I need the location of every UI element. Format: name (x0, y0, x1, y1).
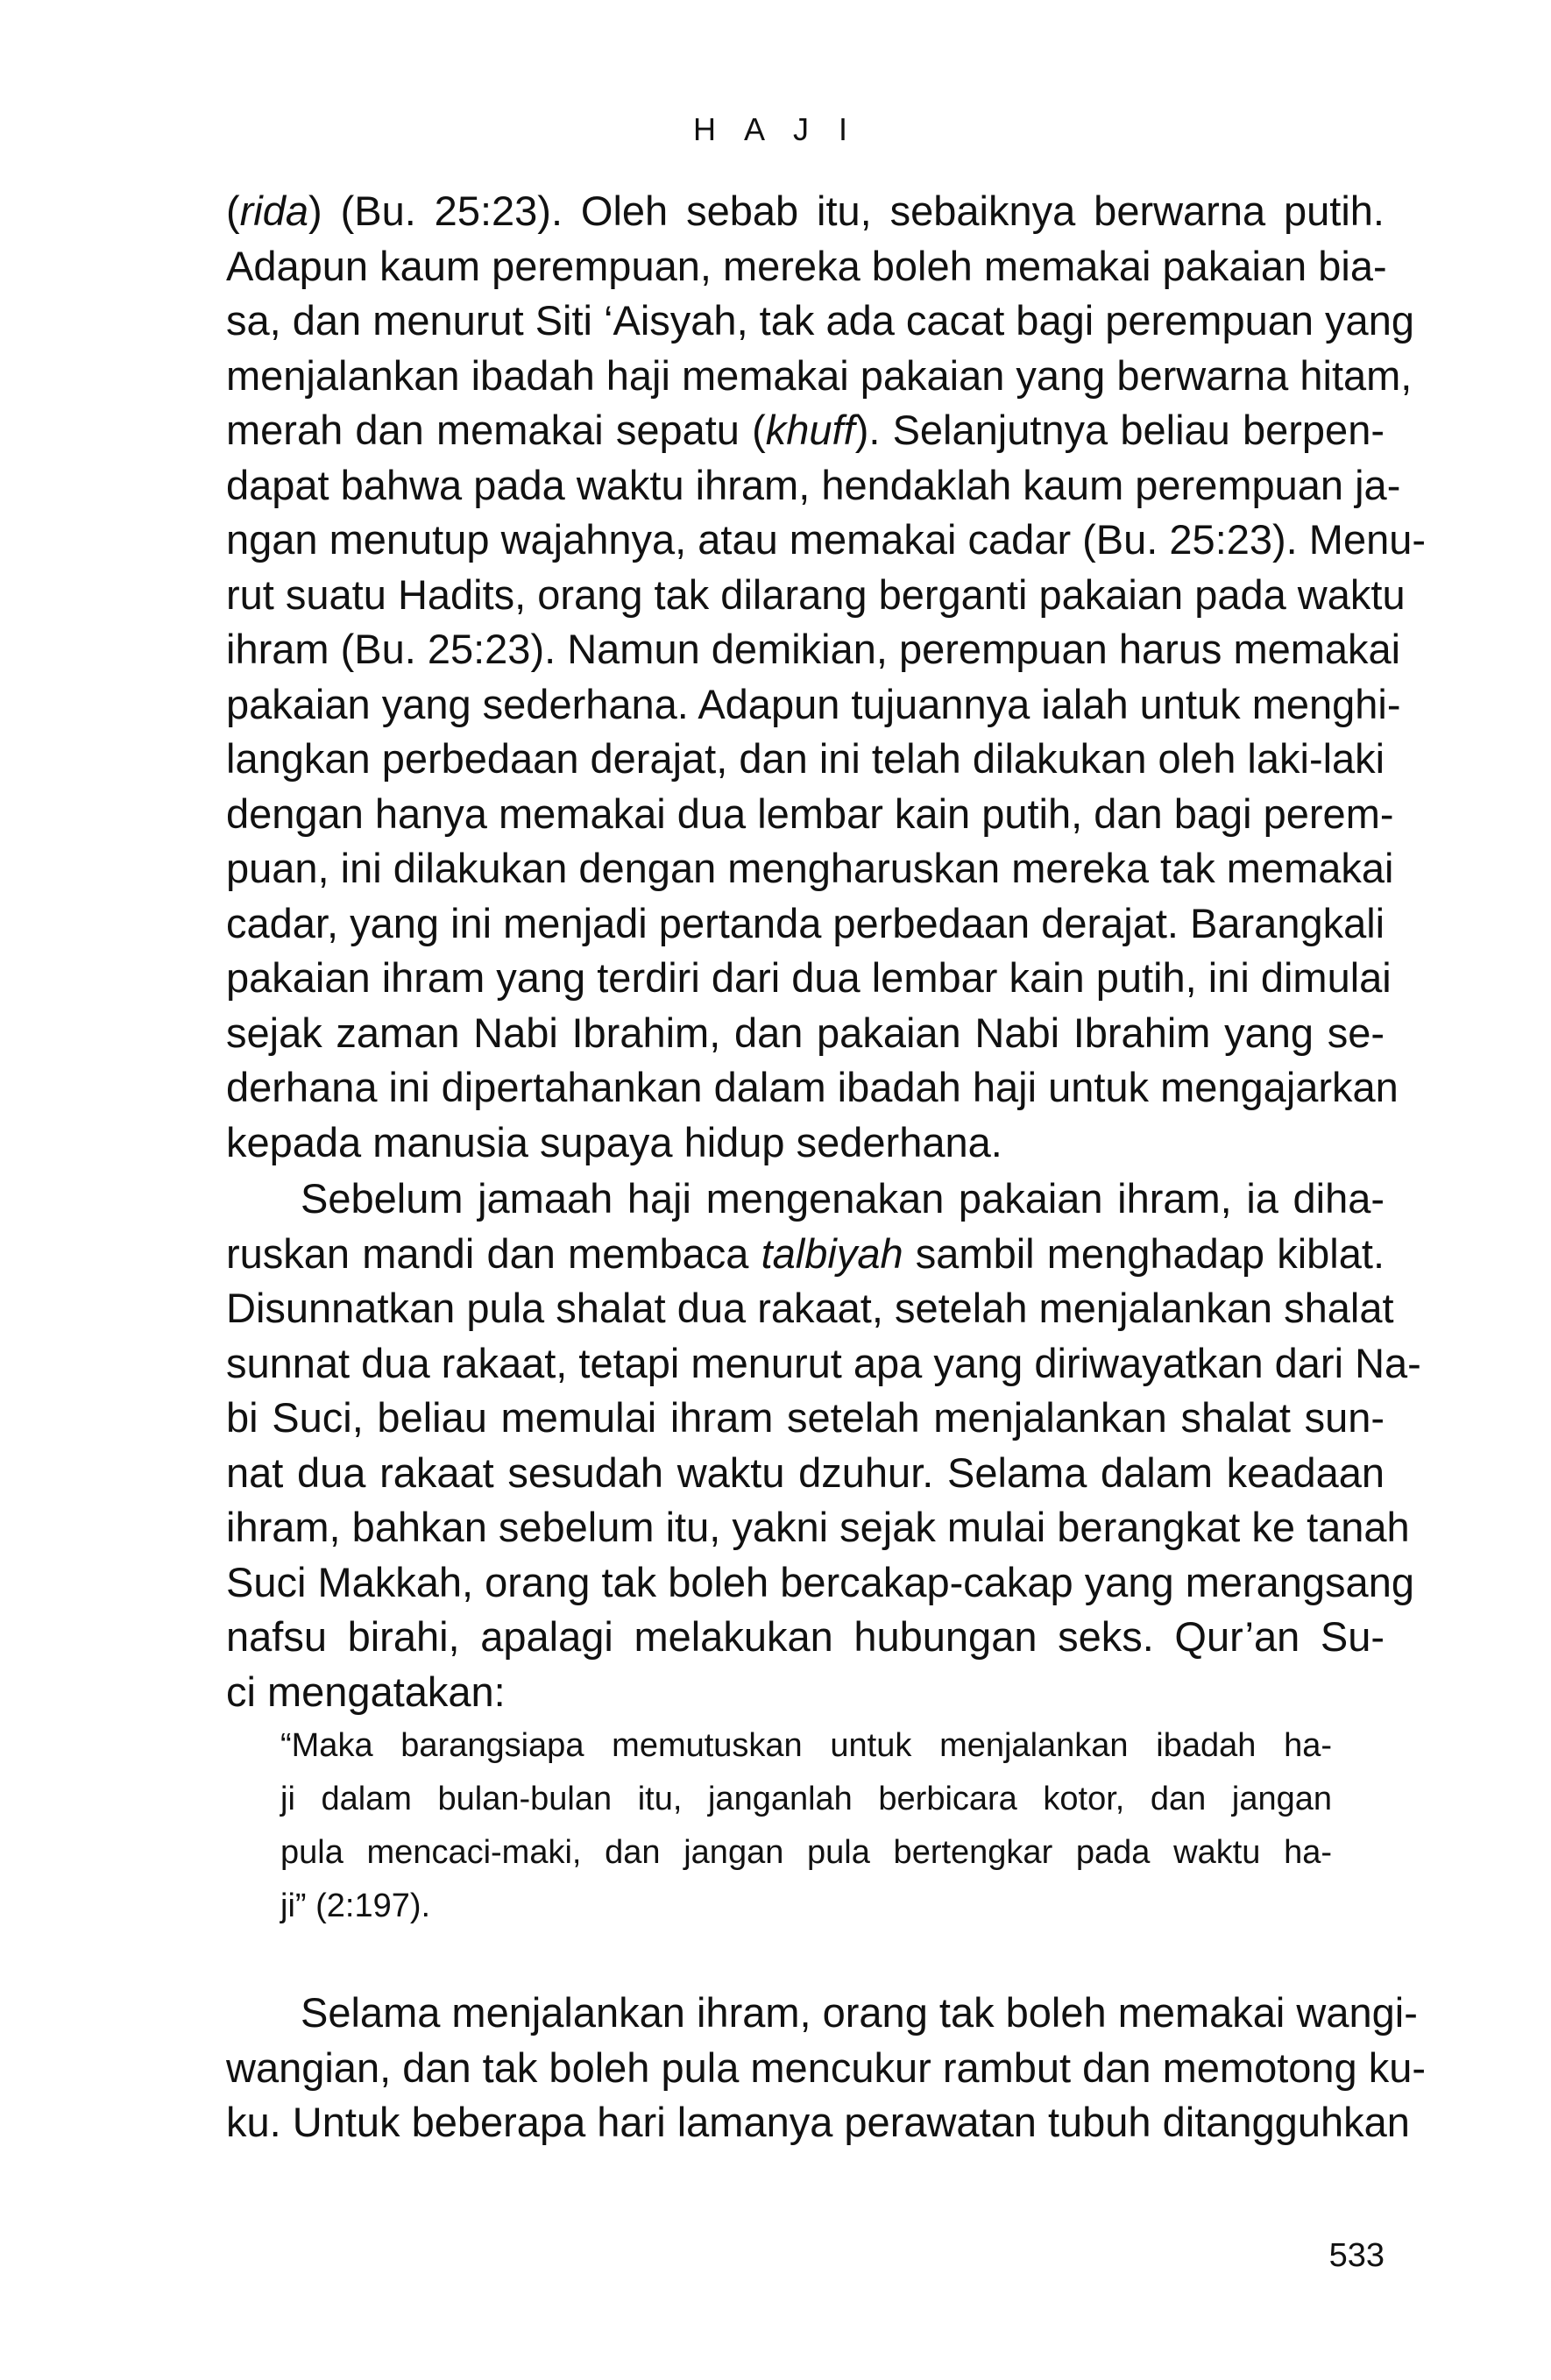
text-line: wangian, dan tak boleh pula mencukur rambut dan memotong ku- (226, 2044, 1427, 2091)
quote-line: ji dalam bulan-bulan itu, janganlah berbicara kotor, dan jangan (280, 1781, 1332, 1817)
quote-line: pula mencaci-maki, dan jangan pula bertengkar pada waktu ha- (280, 1834, 1332, 1871)
text-line: rut suatu Hadits, orang tak dilarang berganti pakaian pada waktu (226, 570, 1406, 618)
italic-term: rida (239, 188, 309, 234)
italic-term: talbiyah (761, 1229, 903, 1277)
text-line: pakaian yang sederhana. Adapun tujuannya ialah untuk menghi- (226, 680, 1401, 727)
text-line: nafsu birahi, apalagi melakukan hubungan seks. Qur’an Su- (226, 1613, 1385, 1660)
text-line: ku. Untuk beberapa hari lamanya perawatan tubuh ditangguhkan (226, 2099, 1410, 2145)
text-line: Adapun kaum perempuan, mereka boleh memakai pakaian bia- (226, 242, 1387, 289)
text-line: pakaian ihram yang terdiri dari dua lembar kain putih, ini dimulai (226, 954, 1392, 1001)
text-line: Selama menjalankan ihram, orang tak boleh memakai wangi- (301, 1989, 1418, 2036)
paragraph-3 (226, 1986, 1427, 2150)
text-line: puan, ini dilakukan dengan mengharuskan mereka tak memakai (226, 845, 1394, 891)
text-line: langkan perbedaan derajat, dan ini telah dilakukan oleh laki-laki (226, 735, 1385, 782)
text-line: nat dua rakaat sesudah waktu dzuhur. Selama dalam keadaan (226, 1449, 1385, 1496)
text-line: ruskan mandi dan membaca talbiyah sambil menghadap kiblat. (226, 1229, 1385, 1277)
text-line: ngan menutup wajahnya, atau memakai cadar (Bu. 25:23). Menu- (226, 516, 1427, 563)
text-line: cadar, yang ini menjadi pertanda perbedaan derajat. Barangkali (226, 899, 1385, 946)
text-line: dengan hanya memakai dua lembar kain putih, dan bagi perem- (226, 790, 1394, 837)
text-line: (rida) (Bu. 25:23). Oleh sebab itu, sebaiknya berwarna putih. (226, 188, 1385, 234)
text-line: Sebelum jamaah haji mengenakan pakaian ihram, ia diha- (301, 1175, 1385, 1222)
text-line: ci mengatakan: (226, 1668, 506, 1715)
text-line: menjalankan ibadah haji memakai pakaian yang berwarna hitam, (226, 351, 1413, 399)
text-line: sunnat dua rakaat, tetapi menurut apa yang diriwayatkan dari Na- (226, 1339, 1421, 1386)
paragraph-1 (226, 184, 1427, 1170)
text-line: dapat bahwa pada waktu ihram, hendaklah kaum perempuan ja- (226, 461, 1401, 508)
text-line: sejak zaman Nabi Ibrahim, dan pakaian Nabi Ibrahim yang se- (226, 1009, 1385, 1056)
text-line: Suci Makkah, orang tak boleh bercakap-cakap yang merangsang (226, 1558, 1414, 1605)
page-number: 533 (1328, 2237, 1385, 2274)
text-line: bi Suci, beliau memulai ihram setelah menjalankan shalat sun- (226, 1394, 1385, 1441)
text-line: kepada manusia supaya hidup sederhana. (226, 1118, 1002, 1165)
running-head: H A J I (692, 111, 859, 147)
paragraph-2 (226, 1172, 1421, 1719)
text-line: derhana ini dipertahankan dalam ibadah haji untuk mengajarkan (226, 1064, 1399, 1110)
text-line: sa, dan menurut Siti ‘Aisyah, tak ada cacat bagi perempuan yang (226, 297, 1414, 344)
block-quote (280, 1719, 1332, 1933)
text-line: ihram (Bu. 25:23). Namun demikian, perempuan harus memakai (226, 626, 1401, 672)
quote-line: “Maka barangsiapa memutuskan untuk menjalankan ibadah ha- (280, 1727, 1332, 1764)
text-line: ihram, bahkan sebelum itu, yakni sejak mulai berangkat ke tanah (226, 1504, 1410, 1550)
italic-term: khuff (765, 407, 855, 453)
quote-line: ji” (2:197). (280, 1888, 431, 1924)
text-line: merah dan memakai sepatu (khuff). Selanjutnya beliau berpen- (226, 407, 1385, 453)
text-line: Disunnatkan pula shalat dua rakaat, setelah menjalankan shalat (226, 1285, 1394, 1331)
